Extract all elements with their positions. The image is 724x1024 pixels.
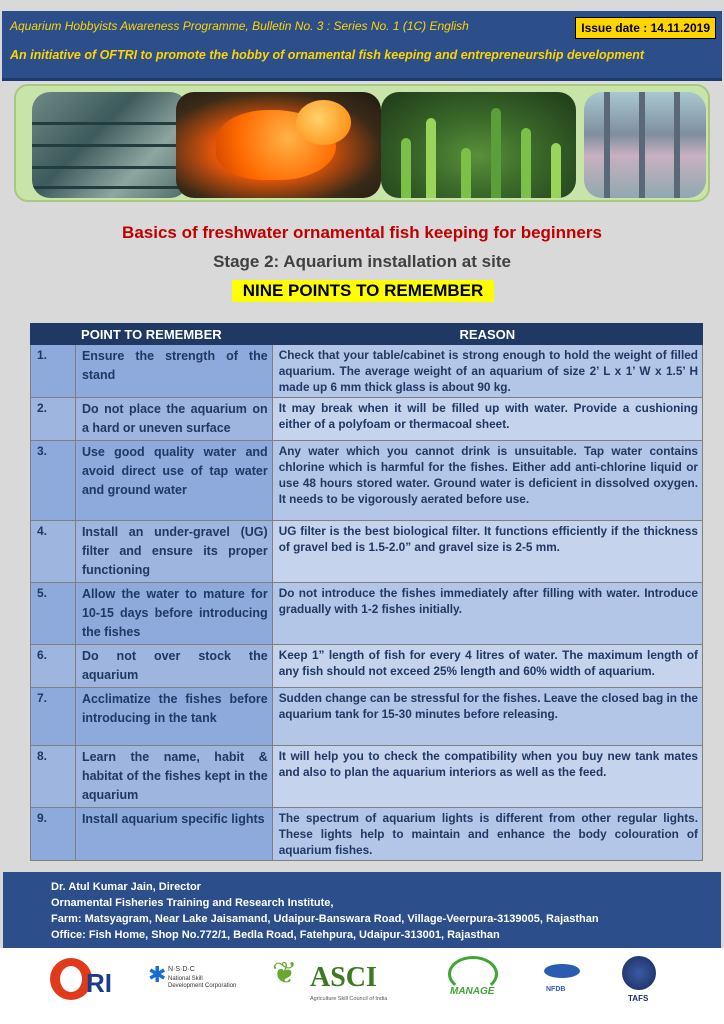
table-row [31,583,703,645]
asci-logo-text: ASCI [310,962,377,993]
manage-logo [444,956,504,1006]
nsdc-logo-text: N·S·D·C [168,966,195,973]
table-row [31,441,703,521]
planted-aquarium-photo [381,92,576,198]
table-row [31,808,703,861]
fish-farm-tanks-photo [32,92,188,198]
table-row [31,746,703,808]
asci-logo-subtext: Agriculture Skill Council of India [310,996,388,1002]
row-reason: Check that your table/cabinet is strong enough to hold the weight of filled aquarium. The average weight of an aquarium of size 2’ L x 1’ W x 1.5’ H made up 6 mm thick glass is about 90 kg. [272,345,702,398]
row-point: Use good quality water and avoid direct use of tap water and ground water [75,441,272,521]
tafs-logo-text: TAFS [628,994,649,1003]
asci-logo [272,956,392,1006]
ofri-logo-text: RI [86,968,112,998]
globe-icon [622,956,656,990]
row-point: Install aquarium specific lights [75,808,272,861]
table-row [31,345,703,398]
row-number: 9. [31,808,76,861]
nsdc-logo [148,956,238,1006]
row-reason: It may break when it will be filled up with water. Provide a cushioning either of a polyfoam or thermacoal sheet. [272,398,702,441]
row-number: 5. [31,583,76,645]
institute-name: Ornamental Fisheries Training and Research Institute, [51,897,334,909]
row-reason: UG filter is the best biological filter. It functions efficiently if the thickness of gravel bed is 1.5-2.0” and gravel size is 2-5 mm. [272,521,702,583]
initiative-tagline: An initiative of OFTRI to promote the hobby of ornamental fish keeping and entrepreneurship development [10,48,645,62]
photo-banner [14,84,710,202]
row-reason: Any water which you cannot drink is unsuitable. Tap water contains chlorine which is harmful for the fishes. Either add anti-chlorine liquid or use 48 hours stored water. Ground water is deficient in dissolved oxygen. It needs to be vigorously aerated before use. [272,441,702,521]
bulletin-header [2,11,722,81]
row-reason: Do not introduce the fishes immediately after filling with water. Introduce gradually with 1-2 fishes initially. [272,583,702,645]
aquarium-gallery-photo [584,92,706,198]
row-number: 1. [31,345,76,398]
nsdc-logo-subtext: National Skill Development Corporation [168,976,237,989]
manage-logo-text: MANAGE [450,986,495,997]
table-row [31,398,703,441]
table-row [31,645,703,688]
contact-footer [3,872,721,948]
table-header-row [31,324,703,345]
director-name: Dr. Atul Kumar Jain, Director [51,881,201,893]
row-reason: Keep 1” length of fish for every 4 litres of water. The maximum length of any fish should not exceed 25% length and 60% width of aquarium. [272,645,702,688]
bulletin-series: Aquarium Hobbyists Awareness Programme, Bulletin No. 3 : Series No. 1 (1C) English [10,19,469,33]
ofri-logo [48,956,120,1006]
row-number: 8. [31,746,76,808]
tafs-logo [618,956,666,1006]
row-point: Do not place the aquarium on a hard or uneven surface [75,398,272,441]
row-point: Do not over stock the aquarium [75,645,272,688]
header-reason: REASON [272,324,702,345]
table-row [31,688,703,746]
row-number: 2. [31,398,76,441]
row-point: Allow the water to mature for 10-15 days before introducing the fishes [75,583,272,645]
person-icon: ✱ [148,962,167,987]
row-point: Acclimatize the fishes before introducing in the tank [75,688,272,746]
row-reason: It will help you to check the compatibility when you buy new tank mates and also to plan the aquarium interiors as well as the feed. [272,746,702,808]
issue-date-badge: Issue date : 14.11.2019 [575,17,716,39]
row-number: 7. [31,688,76,746]
row-number: 4. [31,521,76,583]
fish-icon [544,964,580,978]
row-point: Install an under-gravel (UG) filter and ensure its proper functioning [75,521,272,583]
row-number: 3. [31,441,76,521]
points-table [30,323,703,861]
partner-logos [0,948,724,1024]
stage-subtitle: Stage 2: Aquarium installation at site [213,252,511,271]
leaf-icon: ❦ [272,957,298,990]
table-row [31,521,703,583]
page-title: Basics of freshwater ornamental fish keeping for beginners [122,223,602,242]
goldfish-photo [176,92,381,198]
farm-address: Farm: Matsyagram, Near Lake Jaisamand, Udaipur-Banswara Road, Village-Veerpura-3139005, Rajasthan [51,913,599,925]
row-reason: Sudden change can be stressful for the fishes. Leave the closed bag in the aquarium tank for 15-30 minutes before releasing. [272,688,702,746]
highlight-heading: NINE POINTS TO REMEMBER [232,280,494,302]
nfdb-logo [540,956,586,1006]
header-point: POINT TO REMEMBER [31,324,273,345]
row-point: Learn the name, habit & habitat of the fishes kept in the aquarium [75,746,272,808]
row-reason: The spectrum of aquarium lights is different from other regular lights. These lights help to maintain and enhance the body colouration of aquarium fishes. [272,808,702,861]
row-point: Ensure the strength of the stand [75,345,272,398]
office-address: Office: Fish Home, Shop No.772/1, Bedla Road, Fatehpura, Udaipur-313001, Rajasthan [51,929,500,941]
nfdb-logo-text: NFDB [546,986,566,993]
row-number: 6. [31,645,76,688]
